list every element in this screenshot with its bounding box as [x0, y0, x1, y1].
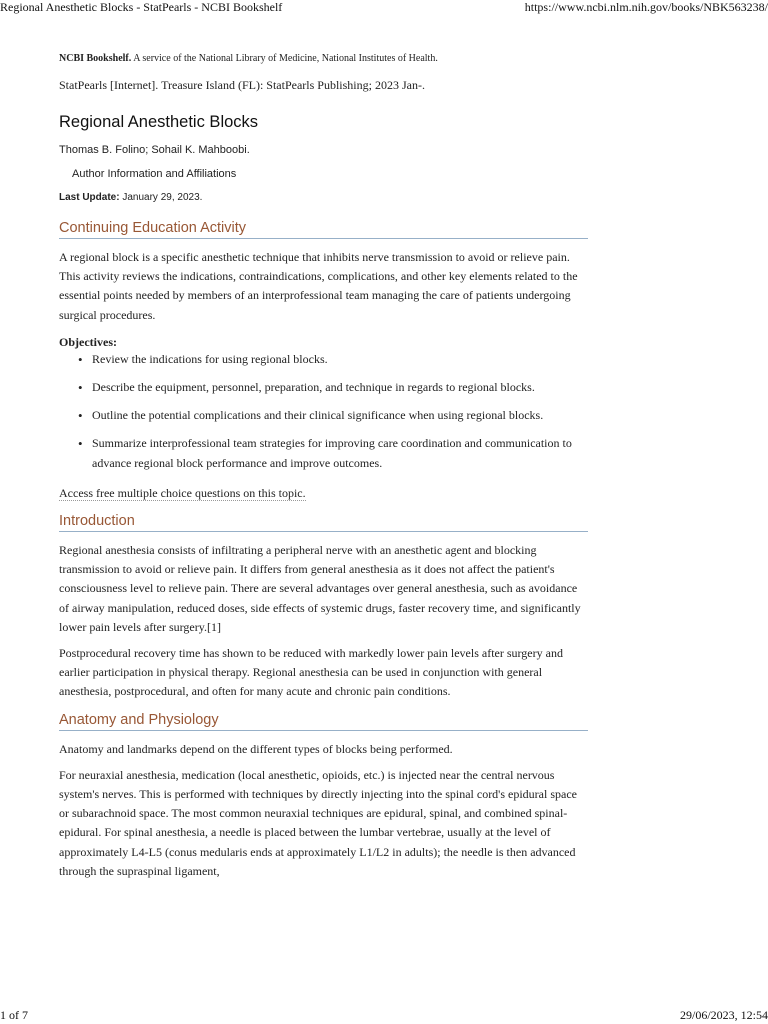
objectives-list: [59, 350, 588, 473]
continuing-education-paragraph: A regional block is a specific anesthetic technique that inhibits nerve transmission to avoid or relieve pain. This activity reviews the indications, contraindications, complications, and other key elements related to the essential points needed by members of an interprofessional team managing the care of patients undergoing surgical procedures.: [59, 250, 578, 322]
objective-item: • Describe the equipment, personnel, preparation, and technique in regards to regional blocks.: [92, 378, 588, 397]
bookshelf-service: A service of the National Library of Medicine, National Institutes of Health.: [133, 53, 438, 64]
introduction-paragraph-1: Regional anesthesia consists of infiltrating a peripheral nerve with an anesthetic agent and blocking transmission to avoid or relieve pain. It differs from general anesthesia as it does not affect the patient's consciousness level to relieve pain. There are several advantages over general anesthesia, such as avoidance of airway manipulation, reduced doses, side effects of systemic drugs, faster recovery time, and significantly lower pain levels after surgery.[1]: [59, 543, 581, 634]
author-info-toggle[interactable]: Author Information and Affiliations: [72, 168, 237, 180]
section-heading-anatomy: Anatomy and Physiology: [59, 711, 588, 731]
objectives-label: Objectives:: [59, 334, 117, 349]
print-url: https://www.ncbi.nlm.nih.gov/books/NBK563238/: [524, 0, 768, 14]
access-line: [59, 484, 588, 503]
print-page-title: Regional Anesthetic Blocks - StatPearls - NCBI Bookshelf: [0, 0, 283, 14]
article-content: [59, 52, 588, 881]
mcq-access-link[interactable]: Access free multiple choice questions on this topic.: [59, 485, 306, 500]
print-header: [0, 0, 768, 16]
objective-item: • Outline the potential complications and their clinical significance when using regional blocks.: [92, 406, 588, 425]
last-update: [59, 191, 588, 205]
objective-item: • Review the indications for using regional blocks.: [92, 350, 588, 369]
article-title: Regional Anesthetic Blocks: [59, 113, 259, 131]
section-heading-introduction: Introduction: [59, 512, 588, 532]
last-update-label: Last Update:: [59, 192, 120, 203]
bookshelf-brand-link[interactable]: NCBI Bookshelf.: [59, 53, 132, 64]
objective-item: • Summarize interprofessional team strategies for improving care coordination and communication to advance regional block performance and improve outcomes.: [92, 434, 588, 472]
print-footer: [0, 1008, 768, 1024]
anatomy-paragraph-1: Anatomy and landmarks depend on the different types of blocks being performed.: [59, 741, 453, 756]
page-count: 1 of 7: [0, 1008, 28, 1022]
print-datetime: 29/06/2023, 12:54: [679, 1008, 768, 1022]
last-update-value: January 29, 2023.: [122, 192, 203, 203]
introduction-paragraph-2: Postprocedural recovery time has shown to be reduced with markedly lower pain levels after surgery and earlier participation in physical therapy. Regional anesthesia can be used in conjunction with general anesthesia, postprocedural, and often for many acute and chronic pain conditions.: [59, 646, 563, 699]
author-list[interactable]: Thomas B. Folino; Sohail K. Mahboobi.: [59, 144, 250, 156]
anatomy-paragraph-2: For neuraxial anesthesia, medication (local anesthetic, opioids, etc.) is injected near the central nervous system's nerves. This is performed with techniques by directly injecting into the spinal cord's epidural space or subarachnoid space. The most common neuraxial techniques are epidural, spinal, and combined spinal-epidural. For spinal anesthesia, a needle is placed between the lumbar vertebrae, usually at the level of approximately L4-L5 (conus medularis ends at approximately L1/L2 in adults); the needle is then advanced through the supraspinal ligament,: [59, 767, 577, 878]
section-heading-continuing-education: Continuing Education Activity: [59, 219, 588, 239]
book-citation: StatPearls [Internet]. Treasure Island (FL): StatPearls Publishing; 2023 Jan-.: [59, 78, 425, 92]
bookshelf-line: [59, 52, 588, 66]
